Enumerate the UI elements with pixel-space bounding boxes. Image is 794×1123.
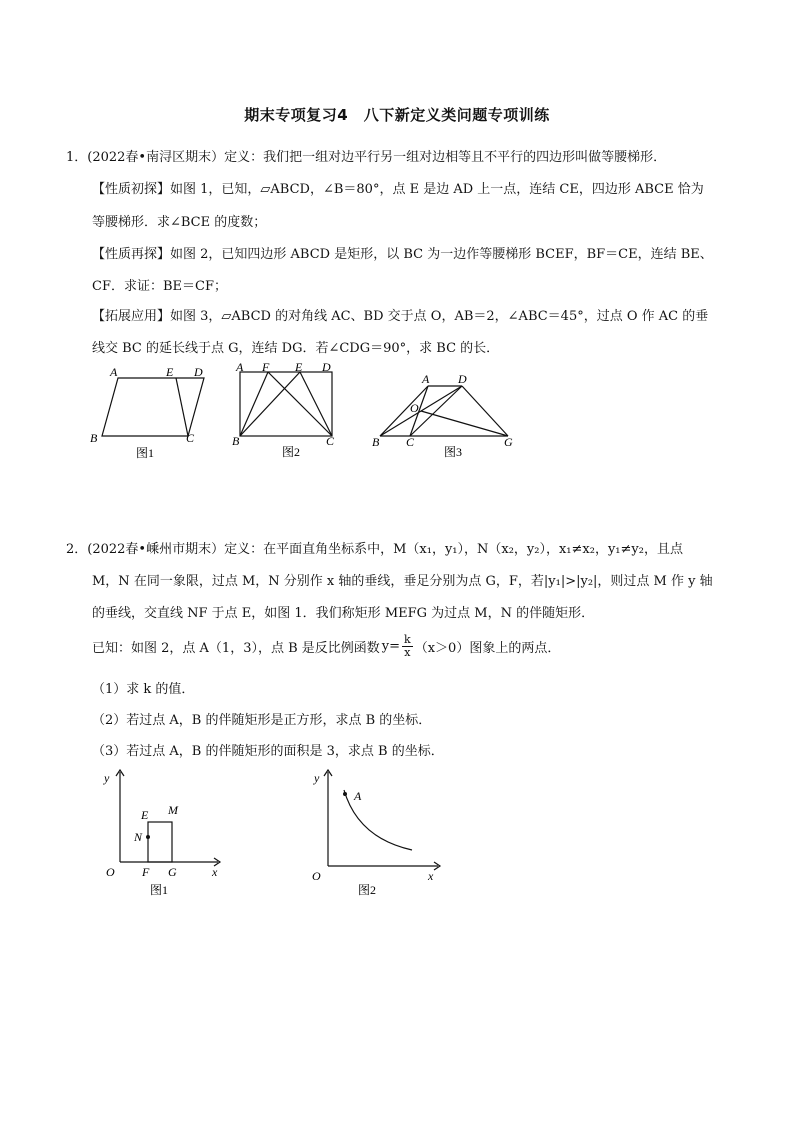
fig3-label-C: C xyxy=(406,435,415,449)
q2-line-3: 的垂线，交直线 NF 于点 E，如图 1．我们称矩形 MEFG 为过点 M，N 的伴随矩形． xyxy=(92,606,595,621)
q2-given xyxy=(92,634,560,659)
q1-line-7: 线交 BC 的延长线于点 G，连结 DG．若∠CDG＝90°，求 BC 的长． xyxy=(92,341,500,356)
q2-fig2-caption: 图2 xyxy=(358,883,377,897)
q2-fig2-y: y xyxy=(314,771,320,785)
q2-figure-1 xyxy=(92,766,232,906)
q2-fig1-x: x xyxy=(212,865,218,879)
page-title: 期末专项复习4 八下新定义类问题专项训练 xyxy=(244,106,550,124)
q1-line-1: 1．(2022春•南浔区期末）定义：我们把一组对边平行另一组对边相等且不平行的四边形叫做等腰梯形． xyxy=(66,150,667,165)
q2-sub-1: （1）求 k 的值． xyxy=(92,682,195,697)
q2-func-domain: （x＞0） xyxy=(414,641,470,656)
q2-func-fraction xyxy=(402,634,413,659)
q2-fig1-G: G xyxy=(168,865,177,879)
q2-fig2-O: O xyxy=(312,869,321,883)
q1-figure-3 xyxy=(368,366,528,466)
q2-fig1-F: F xyxy=(142,865,150,879)
fig3-label-G: G xyxy=(504,435,513,449)
fig3-caption: 图3 xyxy=(444,445,463,459)
q1-line-6: 【拓展应用】如图 3，▱ABCD 的对角线 AC、BD 交于点 O，AB＝2，∠ABC＝45°，过点 O 作 AC 的垂 xyxy=(92,309,709,324)
fig2-label-C: C xyxy=(326,434,335,448)
fig1-caption: 图1 xyxy=(136,446,155,460)
q2-fig2-x: x xyxy=(428,869,434,883)
fig2-caption: 图2 xyxy=(282,445,301,459)
fig2-label-B: B xyxy=(232,434,240,448)
q2-fig1-E: E xyxy=(141,808,149,822)
q2-func-y: y= xyxy=(381,639,401,654)
fig2-label-F: F xyxy=(262,362,270,374)
q2-given-prefix: 已知：如图 2，点 A（1，3），点 B 是反比例函数 xyxy=(92,641,380,656)
q2-fig2-A: A xyxy=(354,789,362,803)
q1-line-3: 等腰梯形．求∠BCE 的度数； xyxy=(92,215,267,230)
q1-figure-1 xyxy=(86,362,216,462)
q2-fig1-N: N xyxy=(134,830,143,844)
q2-line-2: M，N 在同一象限，过点 M，N 分别作 x 轴的垂线，垂足分别为点 G，F，若|y₁|>|y₂|，则过点 M 作 y 轴 xyxy=(92,574,713,589)
q2-sub-2: （2）若过点 A，B 的伴随矩形是正方形，求点 B 的坐标． xyxy=(92,713,432,728)
fig1-label-A: A xyxy=(110,365,118,379)
fig1-label-E: E xyxy=(166,365,174,379)
fig2-label-D: D xyxy=(322,362,331,374)
fig1-label-B: B xyxy=(90,431,98,445)
fig2-label-A: A xyxy=(236,362,244,374)
q1-figure-2 xyxy=(228,362,348,462)
fig3-label-D: D xyxy=(458,372,467,386)
q2-func-denominator: x xyxy=(404,646,411,659)
q2-fig1-M: M xyxy=(168,803,178,817)
fig3-label-A: A xyxy=(422,372,430,386)
fig2-label-E: E xyxy=(295,362,303,374)
fig1-label-D: D xyxy=(194,365,203,379)
fig1-label-C: C xyxy=(186,431,195,445)
q2-line-1: 2．(2022春•嵊州市期末）定义：在平面直角坐标系中，M（x₁，y₁），N（x₂，y₂），x₁≠x₂，y₁≠y₂，且点 xyxy=(66,542,683,557)
q2-figure-2 xyxy=(300,766,450,906)
q2-func-numerator: k xyxy=(404,633,411,646)
q1-line-5: CF．求证：BE＝CF； xyxy=(92,279,227,294)
fig3-label-O: O xyxy=(410,401,419,415)
q2-fig1-caption: 图1 xyxy=(150,883,169,897)
q2-fig1-y: y xyxy=(104,771,110,785)
q2-sub-3: （3）若过点 A，B 的伴随矩形的面积是 3，求点 B 的坐标． xyxy=(92,744,444,759)
q1-line-2: 【性质初探】如图 1，已知，▱ABCD，∠B＝80°，点 E 是边 AD 上一点，连结 CE，四边形 ABCE 恰为 xyxy=(92,182,704,197)
q2-fig1-O: O xyxy=(106,865,115,879)
fig3-label-B: B xyxy=(372,435,380,449)
q2-given-suffix: 图象上的两点． xyxy=(469,641,561,656)
q1-line-4: 【性质再探】如图 2，已知四边形 ABCD 是矩形，以 BC 为一边作等腰梯形 BCEF，BF＝CE，连结 BE、 xyxy=(92,247,713,262)
